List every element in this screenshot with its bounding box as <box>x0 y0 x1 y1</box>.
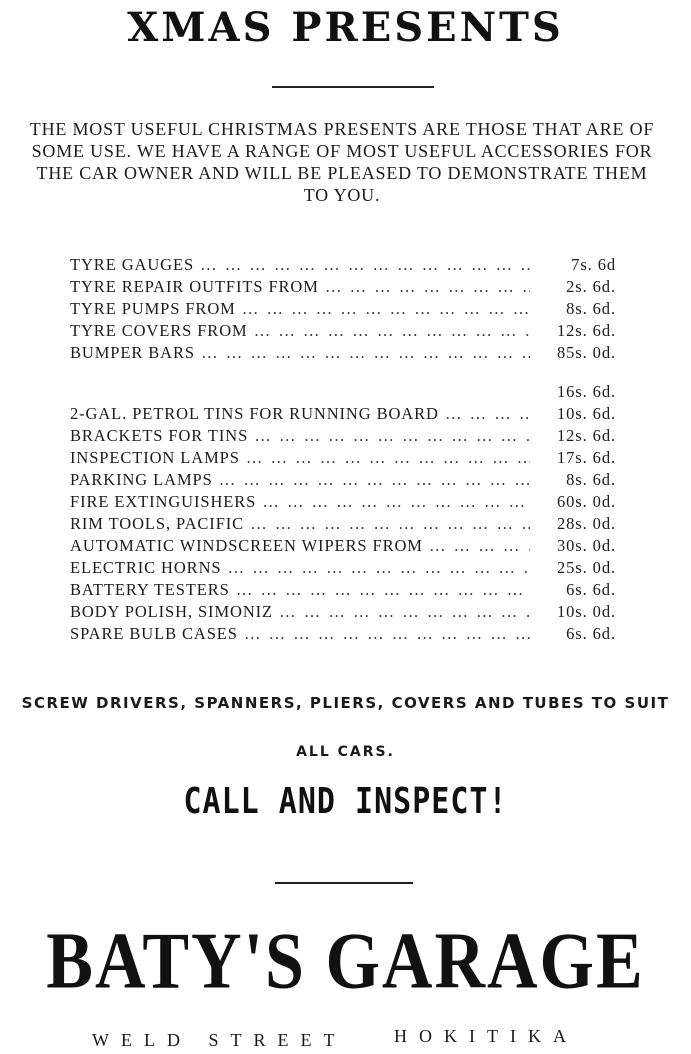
price-row <box>70 425 616 447</box>
call-to-action: CALL AND INSPECT! <box>183 780 508 823</box>
price-row <box>70 342 616 364</box>
price-row <box>70 403 616 425</box>
item-name: TYRE COVERS FROM <box>70 321 248 340</box>
price-row <box>70 254 616 276</box>
price-row <box>70 579 616 601</box>
item-name: INSPECTION LAMPS <box>70 448 240 467</box>
item-price: 2s. 6d. <box>532 276 616 298</box>
price-row <box>70 557 616 579</box>
item-name: PARKING LAMPS <box>70 470 213 489</box>
price-row <box>70 364 616 381</box>
price-row <box>70 276 616 298</box>
price-row <box>70 320 616 342</box>
price-row <box>70 491 616 513</box>
address-street: WELD STREET <box>92 1030 347 1050</box>
item-name: BATTERY TESTERS <box>70 580 230 599</box>
item-price: 7s. 6d <box>532 254 616 276</box>
item-name: ELECTRIC HORNS <box>70 558 222 577</box>
item-price: 60s. 0d. <box>532 491 616 513</box>
item-price: 6s. 6d. <box>532 623 616 645</box>
top-divider <box>272 86 434 88</box>
address-town: HOKITIKA <box>394 1026 578 1046</box>
headline: XMAS PRESENTS <box>127 4 564 51</box>
item-name: BUMPER BARS <box>70 343 195 362</box>
item-price: 12s. 6d. <box>532 320 616 342</box>
item-name: TYRE PUMPS FROM <box>70 299 236 318</box>
item-name: TYRE REPAIR OUTFITS FROM <box>70 277 319 296</box>
price-row <box>70 447 616 469</box>
price-row <box>70 381 616 403</box>
item-price: 17s. 6d. <box>532 447 616 469</box>
item-price: 8s. 6d. <box>532 298 616 320</box>
item-name: BODY POLISH, SIMONIZ <box>70 602 274 621</box>
price-row <box>70 535 616 557</box>
item-name: TYRE GAUGES <box>70 255 195 274</box>
price-row <box>70 469 616 491</box>
price-row <box>70 623 616 645</box>
price-row <box>70 513 616 535</box>
item-price: 28s. 0d. <box>532 513 616 535</box>
item-name: SPARE BULB CASES <box>70 624 238 643</box>
item-price: 10s. 0d. <box>532 601 616 623</box>
item-name: FIRE EXTINGUISHERS <box>70 492 257 511</box>
all-cars-line: ALL CARS. <box>296 744 395 760</box>
item-price: 12s. 6d. <box>532 425 616 447</box>
price-list <box>70 254 616 645</box>
item-price: 10s. 6d. <box>532 403 616 425</box>
item-price: 8s. 6d. <box>532 469 616 491</box>
item-name: BRACKETS FOR TINS <box>70 426 249 445</box>
item-price: 25s. 0d. <box>532 557 616 579</box>
item-name: AUTOMATIC WINDSCREEN WIPERS FROM <box>70 536 423 555</box>
price-row <box>70 298 616 320</box>
intro-paragraph: THE MOST USEFUL CHRISTMAS PRESENTS ARE THOSE THAT ARE OF SOME USE. WE HAVE A RANGE OF MOST USEFUL ACCESSORIES FOR THE CAR OWNER AND WILL BE PLEASED TO DEMONSTRATE THEM TO YOU. <box>29 119 655 205</box>
item-name: 2-GAL. PETROL TINS FOR RUNNING BOARD <box>70 404 439 423</box>
tools-line: SCREW DRIVERS, SPANNERS, PLIERS, COVERS AND TUBES TO SUIT <box>21 694 670 712</box>
item-price: 16s. 6d. <box>532 381 616 403</box>
price-row <box>70 601 616 623</box>
business-name: BATY'S GARAGE <box>46 917 645 1006</box>
item-name: RIM TOOLS, PACIFIC <box>70 514 245 533</box>
bottom-divider <box>275 882 413 884</box>
item-price: 6s. 6d. <box>532 579 616 601</box>
item-price: 85s. 0d. <box>532 342 616 364</box>
item-price: 30s. 0d. <box>532 535 616 557</box>
